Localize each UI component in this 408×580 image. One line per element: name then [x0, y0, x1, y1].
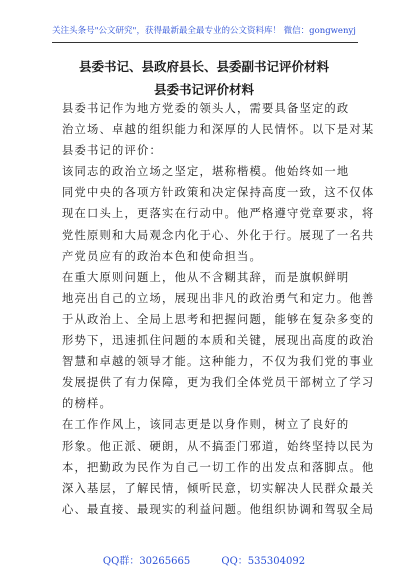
document-body — [62, 98, 375, 520]
header-notice: 关注头条号"公文研究"，获得最新最全最专业的公文资料库！ 微信：gongwenyj — [52, 26, 356, 36]
body-line: 该同志的政治立场之坚定，堪称楷模。他始终如一地 — [62, 165, 350, 179]
body-line: 现在口头上，更落实在行动中。他严格遵守党章要求，将 — [62, 207, 375, 221]
body-line: 在工作作风上，该同志更是以身作则，树立了良好的 — [62, 418, 350, 432]
body-line: 党性原则和大局观念内化于心、外化于行。展现了一名共 — [62, 228, 375, 242]
document-title: 县委书记、县政府县长、县委副书记评价材料 — [78, 59, 329, 74]
footer-qq-number: QQ：535304092 — [221, 556, 306, 567]
body-line: 地亮出自己的立场，展现出非凡的政治勇气和定力。他善 — [62, 291, 375, 305]
header-divider — [52, 42, 358, 43]
body-line: 心、最直接、最现实的利益问题。他组织协调和驾驭全局 — [62, 502, 375, 516]
body-line: 形象。他正派、硬朗，从不搞歪门邪道，始终坚持以民为 — [62, 439, 375, 453]
body-line: 于从政治上、全局上思考和把握问题，能够在复杂多变的 — [62, 312, 375, 326]
body-line: 本，把勤政为民作为自己一切工作的出发点和落脚点。他 — [62, 460, 375, 474]
body-line: 发展提供了有力保障，更为我们全体党员干部树立了学习 — [62, 376, 375, 390]
body-line: 同党中央的各项方针政策和决定保持高度一致，这不仅体 — [62, 186, 375, 200]
body-line: 县委书记的评价： — [62, 144, 162, 158]
body-line: 智慧和卓越的领导才能。这种能力，不仅为我们党的事业 — [62, 355, 375, 369]
body-line: 在重大原则问题上，他从不含糊其辞，而是旗帜鲜明 — [62, 270, 350, 284]
body-line: 深入基层，了解民情，倾听民意，切实解决人民群众最关 — [62, 481, 375, 495]
footer-contact — [0, 552, 408, 567]
body-line: 县委书记作为地方党委的领头人，需要具备坚定的政 — [62, 102, 350, 115]
body-line: 的榜样。 — [62, 397, 112, 411]
document-subtitle: 县委书记评价材料 — [153, 82, 254, 97]
body-line: 治立场、卓越的组织能力和深厚的人民情怀。以下是对某 — [62, 123, 375, 137]
body-line: 形势下，迅速抓住问题的本质和关键，展现出高度的政治 — [62, 334, 375, 348]
body-line: 产党员应有的政治本色和使命担当。 — [62, 249, 262, 263]
footer-qq-group: QQ群：30265665 — [102, 556, 191, 567]
